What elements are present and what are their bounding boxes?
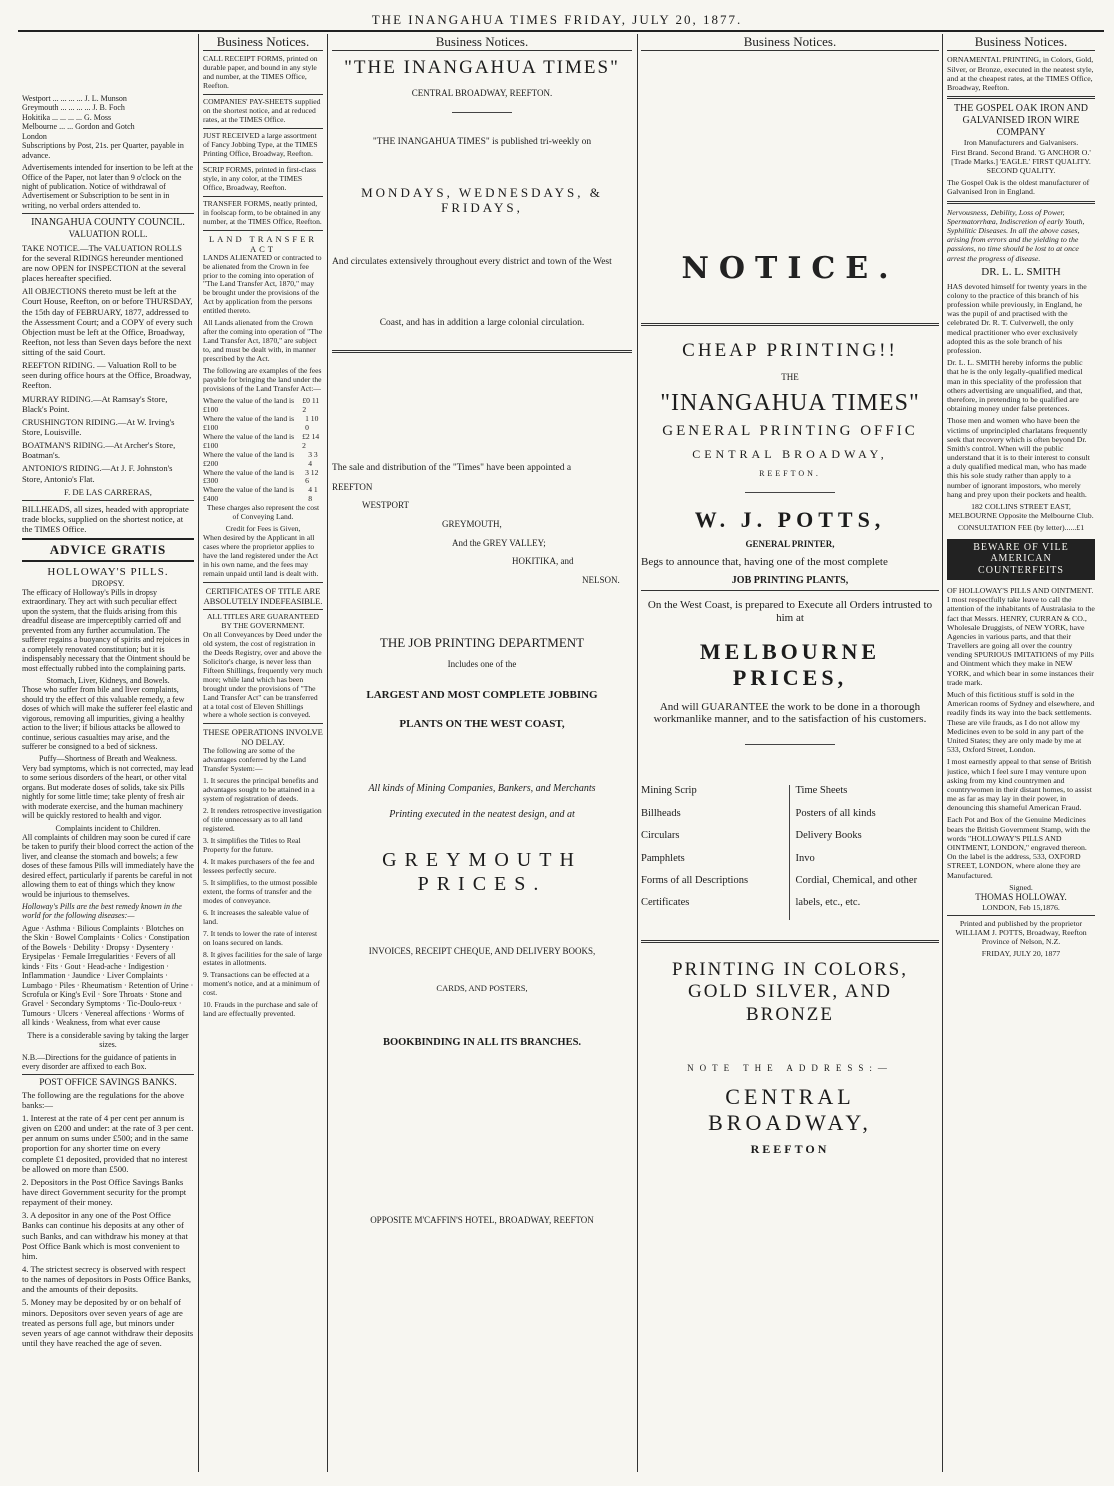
fee-amount: £0 11 2 bbox=[302, 395, 320, 414]
credit-text: When desired by the Applicant in all cases where the proprietor applies to have the land registered under the Act in his own name, and the fees may remain unpaid until land is dealt with. bbox=[203, 533, 319, 579]
central-broadway: CENTRAL BROADWAY, bbox=[692, 446, 888, 461]
divider bbox=[332, 350, 632, 353]
fee-label: Where the value of the land is £100 bbox=[203, 395, 295, 414]
posb-rule: 4. The strictest secrecy is observed with respect to the names of depositors in Posts Office Banks, and the amounts of their deposits. bbox=[22, 1263, 192, 1295]
service-item: Delivery Books bbox=[795, 830, 862, 842]
note-address: NOTE THE ADDRESS:— bbox=[687, 1063, 893, 1074]
column-2 bbox=[203, 34, 323, 1472]
operations-intro: The following are some of the advantages conferred by the Land Transfer System:— bbox=[203, 746, 306, 774]
brands: First Brand. Second Brand. 'G ANCHOR O.' [Trade Marks.] 'EAGLE.' FIRST QUALITY. SECOND QUALITY. bbox=[951, 147, 1091, 176]
service-item: Time Sheets bbox=[795, 785, 848, 797]
consultation-fee: CONSULTATION FEE (by letter)......£1 bbox=[957, 523, 1085, 533]
includes-line: Includes one of the bbox=[447, 658, 517, 669]
fee-label: Where the value of the land is £100 bbox=[203, 413, 295, 432]
fee-amount: 3 3 4 bbox=[308, 449, 318, 468]
fee-label: Where the value of the land is £200 bbox=[203, 449, 295, 468]
fee-amount: £2 14 2 bbox=[302, 431, 320, 450]
service-item: Billheads bbox=[641, 807, 681, 819]
imprint-date: FRIDAY, JULY 20, 1877 bbox=[981, 949, 1061, 959]
town: NELSON. bbox=[582, 574, 620, 585]
objections: All OBJECTIONS thereto must be left at the Court House, Reefton, on or before THURSDAY, the 15th day of FEBRUARY, 1877, addressed to the Assessment Court; and a COPY of every such Objection must be left at the Office, Broadway, Reefton, not less than Seven days before the next sitting of the said Court. bbox=[22, 286, 193, 358]
nb-note: N.B.—Directions for the guidance of patients in every disorder are affixed to each Box. bbox=[22, 1052, 177, 1072]
operation-item: 1. It secures the principal benefits and advantages sought to be attained in a system of registration of deeds. bbox=[203, 776, 319, 804]
ornamental-ad: ORNAMENTAL PRINTING, in Colors, Gold, Silver, or Bronze, executed in the neatest style, and at the cheapest rates, at the TIMES Office, Broadway, Reefton. bbox=[947, 55, 1094, 92]
service-item: Posters of all kinds bbox=[795, 807, 876, 819]
remedy-heading: Holloway's Pills are the best remedy known in the world for the following diseases:— bbox=[22, 902, 182, 921]
stomach-heading: Stomach, Liver, Kidneys, and Bowels. bbox=[46, 675, 170, 685]
divider bbox=[203, 94, 323, 95]
agents-intro: The sale and distribution of the "Times" have been appointed a bbox=[332, 462, 572, 473]
west-coast-line: On the West Coast, is prepared to Execute all Orders intrusted to him at bbox=[647, 598, 933, 624]
posb-rule: 5. Money may be deposited by or on behalf of minors. Depositors over seven years of age are treated as persons full age, but minors under seven years of age cannot withdraw their deposits until they have reached the age of seven. bbox=[22, 1297, 194, 1348]
fee-row bbox=[203, 415, 323, 433]
signatory: F. DE LAS CARRERAS, bbox=[64, 486, 152, 497]
blank-space bbox=[22, 34, 194, 94]
dr-text: Those men and women who have been the victims of unprincipled charlatans frequently seek that recovery which is often beyond Dr. Smith's control. When will the public understand that it is to their interest to consult a duly qualified medical man, who has made this his sole study rather than apply to a number of ignorant impostors, who merely hang and prey upon their pockets and health. bbox=[947, 416, 1090, 499]
agent-line: Westport ... ... ... ... J. L. Munson bbox=[22, 94, 127, 103]
dr-text: HAS devoted himself for twenty years in the colony to the practice of this branch of his profession while previously, in England, he was the pupil of and practised with the celebrated Dr. R. T. Culverwell, the only medical practitioner who ever exclusively adopted this as the sole branch of his profession. bbox=[947, 281, 1087, 355]
services-left bbox=[641, 785, 790, 919]
operation-item: 5. It simplifies, to the utmost possible extent, the forms of transfer and the modes of conveyance. bbox=[203, 877, 318, 905]
services-right bbox=[790, 785, 940, 919]
colors-line: PRINTING IN COLORS, GOLD SILVER, AND BRONZE bbox=[672, 958, 908, 1026]
service-item: Forms of all Descriptions bbox=[641, 874, 749, 886]
cards-line: CARDS, AND POSTERS, bbox=[436, 982, 528, 993]
potts-name: W. J. POTTS, bbox=[694, 507, 886, 533]
dropsy-text: The efficacy of Holloway's Pills in dropsy extraordinary. They act with such peculiar effect upon the system, that the fluids arising from this dreadful disease are imperceptibly carried off and prevented from any further accumulation. The sufferer regains a buoyancy of spirits and rejoices in a completely renovated constitution; but it is indispensably necessary that the Ointment should be most effectually rubbed into the complaining parts. bbox=[22, 588, 190, 673]
plants-line: PLANTS ON THE WEST COAST, bbox=[399, 718, 565, 731]
holloway-heading: HOLLOWAY'S PILLS. bbox=[47, 565, 169, 578]
fees-intro: The following are examples of the fees payable for bringing the land under the provisions of the Land Transfer Act:— bbox=[203, 366, 322, 393]
posb-rule: 2. Depositors in the Post Office Savings Banks have direct Government security for the prompt repayment of their money. bbox=[22, 1176, 187, 1208]
fee-row bbox=[203, 469, 323, 487]
service-item: labels, etc., etc. bbox=[795, 897, 861, 909]
riding: CRUSHINGTON RIDING.—At W. Irving's Store, Louisville. bbox=[22, 416, 175, 438]
divider bbox=[203, 196, 323, 197]
ads-note: Advertisements intended for insertion to be left at the Office of the Paper, not later than 9 o'clock on the night of publication. Notice of withdrawal of Advertisement or Subscription to be sent in in writing, no verbal orders attended to. bbox=[22, 163, 194, 210]
fee-label: Where the value of the land is £300 bbox=[203, 467, 295, 486]
children-heading: Complaints incident to Children. bbox=[55, 823, 161, 833]
fee-row bbox=[203, 451, 323, 469]
paper-address: CENTRAL BROADWAY, REEFTON. bbox=[411, 87, 553, 98]
masthead: THE INANGAHUA TIMES FRIDAY, JULY 20, 1877. bbox=[371, 12, 743, 27]
operation-item: 9. Transactions can be effected at a moment's notice, and at a minimum of cost. bbox=[203, 970, 320, 998]
scrip-forms-ad: SCRIP FORMS, printed in first-class style, in any color, at the TIMES Office, Broadway, Reefton. bbox=[203, 164, 317, 192]
greymouth-prices: GREYMOUTH PRICES. bbox=[382, 848, 582, 895]
operation-item: 4. It makes purchasers of the fee and lessees perfectly secure. bbox=[203, 856, 315, 875]
divider bbox=[22, 213, 194, 214]
lta-heading: LAND TRANSFER ACT bbox=[208, 233, 318, 254]
invoices-line: INVOICES, RECEIPT CHEQUE, AND DELIVERY BOOKS, bbox=[368, 946, 596, 957]
publication-days: MONDAYS, WEDNESDAYS, & FRIDAYS, bbox=[361, 184, 603, 215]
billheads-ad: BILLHEADS, all sizes, headed with appropriate trade blocks, supplied on the shortest notice, at the TIMES Office. bbox=[22, 503, 189, 535]
dr-text: Dr. L. L. SMITH hereby informs the public that he is the only legally-qualified medical man in this speciality of the profession that others advertising are unqualified, and that, therefore, in pretending to be qualified are obtaining money under false pretences. bbox=[947, 358, 1083, 414]
town: REEFTON bbox=[332, 481, 373, 492]
begs-line: Begs to announce that, having one of the most complete bbox=[641, 555, 888, 568]
posb-rule: 1. Interest at the rate of 4 per cent per annum is given on £200 and under: at the rate of 3 per cent. per annum on sums under £500; and in the same proportion for any shorter time on every complete £1 deposited, provided that no interest be allowed on more than £500. bbox=[22, 1112, 194, 1174]
general-printer: GENERAL PRINTER, bbox=[745, 539, 835, 550]
gospel-sub: Iron Manufacturers and Galvanisers. bbox=[963, 138, 1079, 148]
holloway-text: OF HOLLOWAY'S PILLS AND OINTMENT. I most respectfully take leave to call the attention of the inhabitants of Australasia to the fact that Messrs. HENRY, CURRAN & CO., Wholesale Druggists, of NEW YORK, have Agencies in various parts, and that their Travellers are going all over the country vending SPURIOUS IMITATIONS of my Pills and Ointment which they make in NEW YORK, and which bear in some instances their trade mark. bbox=[947, 585, 1095, 687]
divider bbox=[203, 723, 323, 724]
divider bbox=[641, 940, 939, 943]
gospel-note: The Gospel Oak is the oldest manufacturer of Galvanised Iron in England. bbox=[947, 178, 1090, 197]
operations-heading: THESE OPERATIONS INVOLVE NO DELAY. bbox=[203, 727, 323, 748]
holloway-text: Each Pot and Box of the Genuine Medicines bears the British Government Stamp, with the words "HOLLOWAY'S PILLS AND OINTMENT, LONDON," engraved thereon. On the label is the address, 533, OXFORD STREET, LONDON, where alone they are Manufactured. bbox=[947, 815, 1091, 880]
guarantee-line: And will GUARANTEE the work to be done in a thorough workmanlike manner, and to the satisfaction of his customers. bbox=[653, 700, 927, 726]
column-divider bbox=[198, 34, 199, 1472]
imprint: Printed and published by the proprietor WILLIAM J. POTTS, Broadway, Reefton Province of Nelson, N.Z. bbox=[955, 918, 1087, 947]
coast-line: Coast, and has in addition a large colonial circulation. bbox=[379, 318, 585, 329]
titles-text: On all Conveyances by Deed under the old system, the cost of registration in the Deeds Registry, over and above the Solicitor's charge, is never less than Fifteen Shillings, frequently very much more; while land which has been brought under the provisions of "The Land Transfer Act" can be transferred at a total cost of Eleven Shillings where a whole section is conveyed. bbox=[203, 629, 323, 720]
companies-ad: COMPANIES' PAY-SHEETS supplied on the shortest notice, and at reduced rates, at the TIMES Office. bbox=[203, 97, 321, 125]
fee-amount: 1 10 0 bbox=[305, 413, 319, 432]
operation-item: 8. It gives facilities for the sale of large estates in allotments. bbox=[203, 949, 322, 968]
call-receipt-ad: CALL RECEIPT FORMS, printed on durable paper, and bound in any style and number, at the TIMES Office, Reefton. bbox=[203, 54, 318, 91]
stomach-text: Those who suffer from bile and liver complaints, should try the effect of this valuable remedy, a few doses of which will make the sufferer feel elastic and vigorous, removing all impurities, giving a healthy action to the liver; if bilious attacks be allowed to continue, serious casualties may arise, and the sufferer be consigned to a bed of sickness. bbox=[22, 685, 193, 752]
roll-heading: VALUATION ROLL. bbox=[68, 229, 148, 240]
fee-label: Where the value of the land is £100 bbox=[203, 431, 295, 450]
divider bbox=[203, 582, 323, 583]
column-4 bbox=[641, 34, 939, 1472]
service-item: Cordial, Chemical, and other bbox=[795, 874, 918, 886]
nervousness-text: Nervousness, Debility, Loss of Power, Spermatorrhœa, Indiscretion of early Youth, Syphilitic Diseases. In all the above cases, arising from errors and the yielding to the passions, no time should be lost to at once arrest the progress of disease. bbox=[947, 207, 1085, 263]
jpd-heading: THE JOB PRINTING DEPARTMENT bbox=[379, 635, 585, 651]
fee-amount: 3 12 6 bbox=[305, 467, 319, 486]
conveying-note: These charges also represent the cost of Conveying Land. bbox=[206, 503, 320, 522]
agent-line: Melbourne ... ... Gordon and Gotch bbox=[22, 122, 135, 132]
paper-title: "THE INANGAHUA TIMES" bbox=[344, 57, 620, 79]
divider bbox=[203, 609, 323, 610]
reefton-line: REEFTON. bbox=[759, 468, 821, 478]
take-notice: TAKE NOTICE.—The VALUATION ROLLS for the several RIDINGS hereunder mentioned are now OPEN for INSPECTION at the several places hereafter specified. bbox=[22, 242, 186, 284]
cert-heading: CERTIFICATES OF TITLE ARE ABSOLUTELY INDEFEASIBLE. bbox=[203, 585, 323, 606]
agents-list bbox=[22, 94, 194, 141]
thomas-holloway: THOMAS HOLLOWAY. bbox=[975, 891, 1067, 902]
operation-item: 3. It simplifies the Titles to Real Property for the future. bbox=[203, 836, 301, 854]
puffy-text: Very bad symptoms, which is not corrected, may lead to some serious disorders of the heart, or other vital organs. But moderate doses of solids, take six Pills nightly for some little time; take plenty of fresh air with moderate exercise, and the human machinery will be quickly restored to health and vigor. bbox=[22, 763, 194, 821]
service-item: Circulars bbox=[641, 830, 680, 842]
central-broadway-large: CENTRAL BROADWAY, bbox=[708, 1083, 872, 1135]
titles-heading: ALL TITLES ARE GUARANTEED BY THE GOVERNMENT. bbox=[207, 612, 319, 630]
dropsy-heading: DROPSY. bbox=[91, 578, 125, 588]
riding: MURRAY RIDING.—At Ramsay's Store, Black's Point. bbox=[22, 393, 168, 414]
divider bbox=[947, 915, 1095, 916]
service-item: Certificates bbox=[641, 897, 690, 909]
operation-item: 2. It renders retrospective investigation of title unnecessary as to all land registered. bbox=[203, 806, 322, 834]
divider bbox=[947, 96, 1095, 99]
advice-gratis-heading: ADVICE GRATIS bbox=[22, 538, 194, 561]
dr-address: 182 COLLINS STREET EAST, MELBOURNE Opposite the Melbourne Club. bbox=[948, 502, 1094, 521]
largest-line: LARGEST AND MOST COMPLETE JOBBING bbox=[366, 689, 598, 702]
times-title: "INANGAHUA TIMES" bbox=[660, 389, 920, 416]
fee-row bbox=[203, 486, 323, 504]
credit-heading: Credit for Fees is Given, bbox=[225, 524, 301, 534]
service-item: Mining Scrip bbox=[641, 785, 697, 797]
holloway-text: I most earnestly appeal to that sense of British justice, which I feel sure I may venture upon asking from my kind countrymen and countrywomen in their distant homes, to assist me as far as may lay in their power, in denouncing this shameful American Fraud. bbox=[947, 757, 1092, 813]
column-header: Business Notices. bbox=[332, 34, 632, 51]
column-header: Business Notices. bbox=[203, 34, 323, 51]
agent-line: Greymouth ... ... ... ... J. B. Foch bbox=[22, 103, 125, 113]
general-printing-office: GENERAL PRINTING OFFIC bbox=[662, 423, 918, 440]
agent-line: Hokitika ... ... ... ... G. Moss bbox=[22, 112, 112, 122]
cheap-printing: CHEAP PRINTING!! bbox=[682, 339, 898, 361]
divider bbox=[22, 500, 194, 501]
operation-item: 7. It tends to lower the rate of interest on loans secured on lands. bbox=[203, 928, 318, 947]
divider bbox=[22, 1074, 194, 1075]
riding: REEFTON RIDING. — Valuation Roll to be seen during office hours at the Office, Broadway, Reefton. bbox=[22, 360, 192, 391]
agent-line: London bbox=[22, 131, 47, 141]
opposite-line: OPPOSITE M'CAFFIN'S HOTEL, BROADWAY, REEFTON bbox=[370, 1215, 594, 1226]
services-list bbox=[641, 785, 939, 919]
printing-line: Printing executed in the neatest design, and at bbox=[389, 809, 575, 821]
town: GREYMOUTH, bbox=[442, 519, 502, 530]
just-received-ad: JUST RECEIVED a large assortment of Fancy Jobbing Type, at the TIMES Printing Office, Broadway, Reefton. bbox=[203, 131, 318, 158]
posb-rule: 3. A depositor in any one of the Post Office Banks can continue his deposits at any other of such Banks, and can withdraw his money at that Post Office Bank which is most convenient to him. bbox=[22, 1210, 188, 1261]
divider bbox=[452, 112, 512, 113]
column-1 bbox=[22, 34, 194, 1472]
divider bbox=[203, 230, 323, 231]
signed-line: Signed. bbox=[1009, 882, 1033, 892]
reefton-large: REEFTON bbox=[750, 1141, 830, 1156]
divider bbox=[745, 492, 834, 493]
bookbinding-line: BOOKBINDING IN ALL ITS BRANCHES. bbox=[382, 1036, 582, 1048]
operation-item: 10. Frauds in the purchase and sale of land are effectually prevented. bbox=[203, 1000, 318, 1019]
column-divider bbox=[637, 34, 638, 1472]
melbourne-prices: MELBOURNE PRICES, bbox=[699, 638, 881, 690]
posb-intro: The following are the regulations for the above banks:— bbox=[22, 1089, 185, 1110]
column-header: Business Notices. bbox=[947, 34, 1095, 51]
posb-heading: POST OFFICE SAVINGS BANKS. bbox=[39, 1078, 177, 1089]
puffy-heading: Puffy—Shortness of Breath and Weakness. bbox=[39, 754, 177, 764]
riding: ANTONIO'S RIDING.—At J. F. Johnston's Store, Antonio's Flat. bbox=[22, 463, 173, 484]
council-heading: INANGAHUA COUNTY COUNCIL. bbox=[31, 217, 185, 229]
the-line: THE bbox=[781, 372, 799, 383]
published-line: "THE INANGAHUA TIMES" is published tri-weekly on bbox=[372, 137, 592, 148]
column-5 bbox=[947, 34, 1095, 1472]
kinds-line: All kinds of Mining Companies, Bankers, and Merchants bbox=[368, 783, 596, 795]
gospel-oak-heading: THE GOSPEL OAK IRON AND GALVANISED IRON WIRE COMPANY bbox=[953, 103, 1089, 138]
lta-text: LANDS ALIENATED or contracted to be alienated from the Crown in fee prior to the coming into operation of "The Land Transfer Act, 1870," may be brought under the provisions of the Act by application from the persons entitled thereto. bbox=[203, 252, 322, 316]
divider bbox=[203, 162, 323, 163]
town: WESTPORT bbox=[362, 500, 409, 511]
column-header: Business Notices. bbox=[641, 34, 939, 51]
town: HOKITIKA, and bbox=[512, 556, 574, 567]
riding: BOATMAN'S RIDING.—At Archer's Store, Boatman's. bbox=[22, 440, 176, 461]
operation-item: 6. It increases the saleable value of land. bbox=[203, 907, 310, 926]
notice-heading: NOTICE. bbox=[681, 251, 899, 287]
fee-label: Where the value of the land is £400 bbox=[203, 485, 295, 504]
fee-row bbox=[203, 397, 323, 415]
lta-text: All Lands alienated from the Crown after the coming into operation of "The Land Transfer Act, 1870," are subject to, and must be dealt with, in manner prescribed by the Act. bbox=[203, 318, 323, 364]
saving-note: There is a considerable saving by taking the larger sizes. bbox=[27, 1030, 189, 1050]
divider bbox=[203, 128, 323, 129]
town: And the GREY VALLEY; bbox=[452, 537, 546, 548]
job-printing-plants: JOB PRINTING PLANTS, bbox=[731, 574, 849, 586]
divider bbox=[745, 744, 834, 745]
column-3 bbox=[332, 34, 632, 1472]
beware-banner: BEWARE OF VILE AMERICAN COUNTERFEITS bbox=[947, 539, 1095, 580]
holloway-date: LONDON, Feb 15,1876. bbox=[982, 902, 1060, 912]
service-item: Invo bbox=[795, 852, 815, 864]
column-divider bbox=[327, 34, 328, 1472]
diseases-list: Ague · Asthma · Bilious Complaints · Blotches on the Skin · Bowel Complaints · Colics · Constipation of the Bowels · Debility · Dropsy · Dysentery · Erysipelas · Female Irregularities · Fevers of all kinds · Fits · Gout · Head-ache · Indigestion · Inflammation · Jaundice · Liver Complaints · Lumbago · Piles · Rheumatism · Retention of Urine · Scrofula or King's Evil · Sore Throats · Stone and Gravel · Secondary Symptoms · Tic-Doulo-reux · Tumours · Ulcers · Venereal affections · Worms of all kinds · Weakness, from what ever cause bbox=[22, 923, 194, 1028]
divider bbox=[947, 201, 1095, 204]
column-divider bbox=[942, 34, 943, 1472]
dr-smith-heading: DR. L. L. SMITH bbox=[981, 265, 1061, 278]
subscriptions: Subscriptions by Post, 21s. per Quarter, payable in advance. bbox=[22, 141, 184, 160]
divider bbox=[641, 323, 939, 326]
circulation-line: And circulates extensively throughout every district and town of the West bbox=[332, 257, 612, 268]
masthead-rule bbox=[18, 30, 1104, 32]
fee-amount: 4 1 8 bbox=[308, 485, 318, 504]
children-text: All complaints of children may soon be cured if care be taken to purify their blood correct the action of the liver, and cleanse the stomach and bowels; a few doses of these famous Pills will immediately have the desired effect, particularly if parents be careful in not allowing them to eat of things which they know would be injurious to themselves. bbox=[22, 832, 194, 899]
service-item: Pamphlets bbox=[641, 852, 685, 864]
divider bbox=[641, 590, 939, 591]
transfer-forms-ad: TRANSFER FORMS, neatly printed, in foolscap form, to be obtained in any number, at the TIMES Office, Reefton. bbox=[203, 198, 322, 226]
holloway-text: Much of this fictitious stuff is sold in the American rooms of Sydney and elsewhere, and readily finds its way into the back settlements. These are vile frauds, as I do not allow my Medicines even to be sold in any part of the United States; they are only made by me at 533, Oxford Street, London. bbox=[947, 690, 1095, 755]
fee-row bbox=[203, 433, 323, 451]
